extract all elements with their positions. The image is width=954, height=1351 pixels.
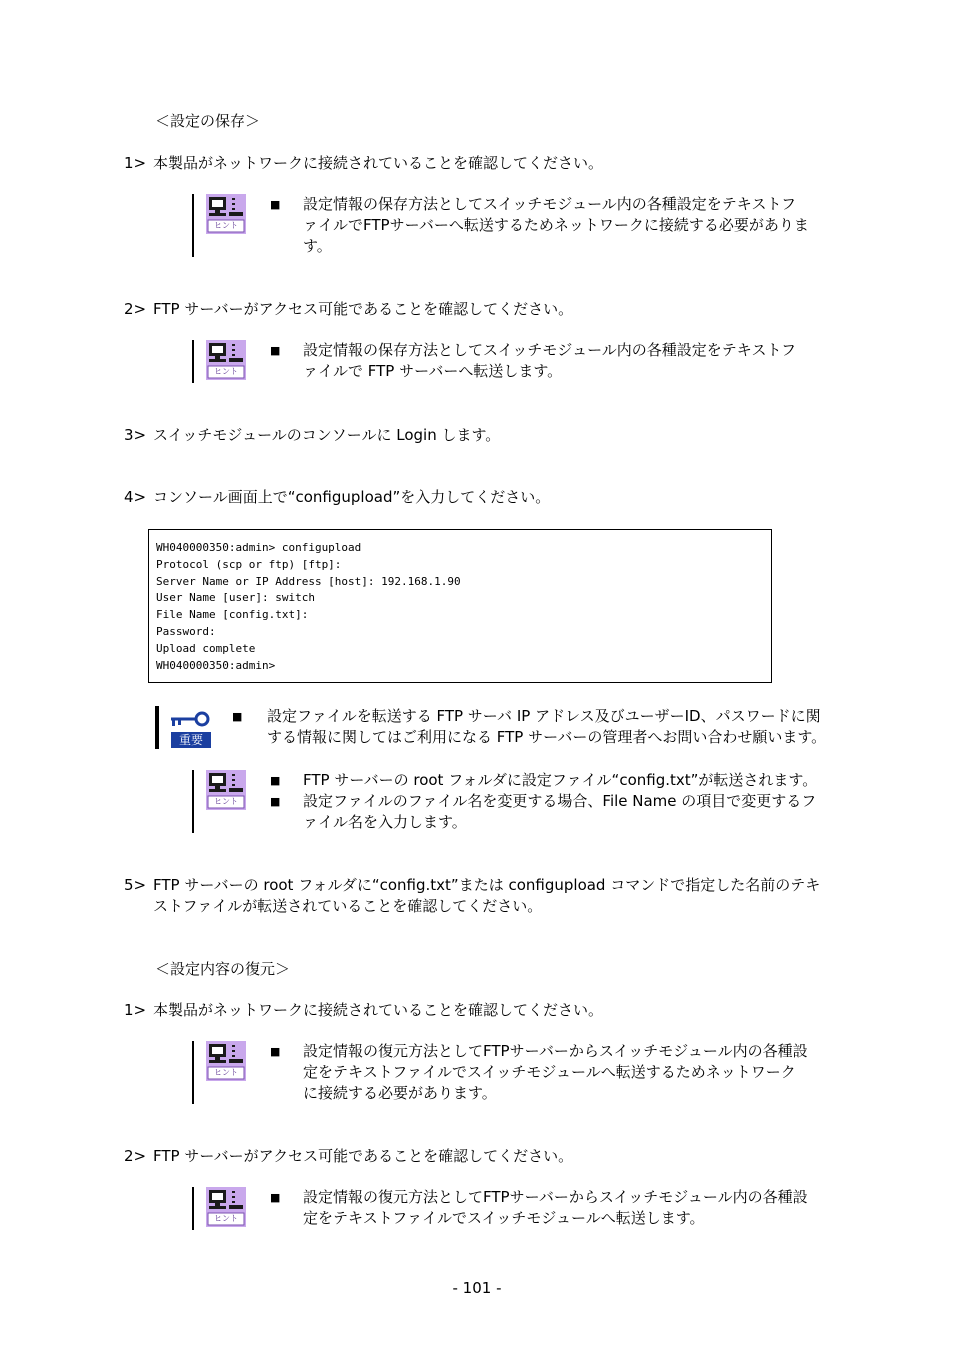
note-bar (192, 194, 194, 257)
step-number: 4> (124, 488, 147, 506)
console-line: Password: (156, 624, 216, 638)
hint-text-line: 設定情報の保存方法としてスイッチモジュール内の各種設定をテキストフ (303, 195, 797, 213)
hint-text-line: に接続する必要があります。 (303, 1084, 497, 1102)
step-number: 3> (124, 426, 147, 444)
hint-text-line: ァイルでFTPサーバーへ転送するためネットワークに接続する必要がありま (303, 216, 809, 234)
hint-icon-label: ヒント (214, 797, 238, 806)
hint-text-line: 定をテキストファイルでスイッチモジュールへ転送します。 (303, 1209, 705, 1227)
step-number: 1> (124, 1001, 147, 1019)
step-number: 2> (124, 1147, 147, 1165)
hint-text-line: 設定情報の保存方法としてスイッチモジュール内の各種設定をテキストフ (303, 341, 797, 359)
hint-icon (206, 340, 246, 380)
key-icon (169, 710, 211, 750)
bullet-icon: ■ (270, 198, 281, 211)
hint-icon (206, 1041, 246, 1081)
hint-icon-label: ヒント (214, 221, 238, 230)
step-text: コンソール画面上で“configupload”を入力してください。 (153, 488, 551, 506)
bullet-icon: ■ (270, 795, 281, 808)
important-text-line: する情報に関してはご利用になる FTP サーバーの管理者へお問い合わせ願います。 (267, 728, 827, 746)
hint-icon (206, 770, 246, 810)
important-label: 重要 (171, 732, 211, 748)
hint-icon-label: ヒント (214, 367, 238, 376)
console-output (148, 529, 772, 683)
bullet-icon: ■ (270, 1045, 281, 1058)
hint-text-line: ァイル名を入力します。 (303, 813, 467, 831)
step-number: 1> (124, 154, 147, 172)
step-number: 5> (124, 876, 147, 894)
step-text: 本製品がネットワークに接続されていることを確認してください。 (153, 1001, 604, 1019)
step-text: 本製品がネットワークに接続されていることを確認してください。 (153, 154, 604, 172)
hint-icon-label: ヒント (214, 1068, 238, 1077)
step-text: ストファイルが転送されていることを確認してください。 (153, 897, 543, 915)
page-number: - 101 - (452, 1279, 502, 1297)
bullet-icon: ■ (270, 774, 281, 787)
step-number: 2> (124, 300, 147, 318)
bullet-icon: ■ (270, 344, 281, 357)
bullet-icon: ■ (270, 1191, 281, 1204)
console-line: Protocol (scp or ftp) [ftp]: (156, 557, 342, 571)
console-line: WH040000350:admin> (156, 658, 276, 672)
step-text: FTP サーバーがアクセス可能であることを確認してください。 (153, 1147, 574, 1165)
hint-text-line: 設定情報の復元方法としてFTPサーバーからスイッチモジュール内の各種設 (303, 1188, 808, 1206)
note-bar (192, 340, 194, 383)
note-bar (155, 706, 159, 749)
hint-text-line: 定をテキストファイルでスイッチモジュールへ転送するためネットワーク (303, 1063, 796, 1081)
hint-text-line: FTP サーバーの root フォルダに設定ファイル“config.txt”が転送されます。 (303, 771, 818, 789)
section-heading-save: ＜設定の保存＞ (155, 112, 261, 130)
console-line: Server Name or IP Address [host]: 192.168.1.90 (156, 574, 461, 588)
step-text: FTP サーバーの root フォルダに“config.txt”または configupload コマンドで指定した名前のテキ (153, 876, 821, 894)
hint-text-line: ァイルで FTP サーバーへ転送します。 (303, 362, 563, 380)
section-heading-restore: ＜設定内容の復元＞ (155, 960, 291, 978)
console-line: WH040000350:admin> configupload (156, 541, 362, 554)
hint-icon (206, 194, 246, 234)
hint-text-line: 設定情報の復元方法としてFTPサーバーからスイッチモジュール内の各種設 (303, 1042, 808, 1060)
hint-icon (206, 1187, 246, 1227)
console-line: File Name [config.txt]: (156, 608, 309, 622)
console-line: User Name [user]: switch (156, 591, 315, 605)
note-bar (192, 1041, 194, 1104)
step-text: FTP サーバーがアクセス可能であることを確認してください。 (153, 300, 574, 318)
bullet-icon: ■ (232, 710, 243, 723)
console-line: Upload complete (156, 641, 256, 655)
hint-text-line: 設定ファイルのファイル名を変更する場合、File Name の項目で変更するフ (303, 792, 817, 810)
note-bar (192, 770, 194, 833)
important-text-line: 設定ファイルを転送する FTP サーバ IP アドレス及びユーザーID、パスワードに関 (267, 707, 821, 725)
note-bar (192, 1187, 194, 1230)
hint-text-line: す。 (303, 237, 332, 255)
step-text: スイッチモジュールのコンソールに Login します。 (153, 426, 501, 444)
hint-icon-label: ヒント (214, 1214, 238, 1223)
